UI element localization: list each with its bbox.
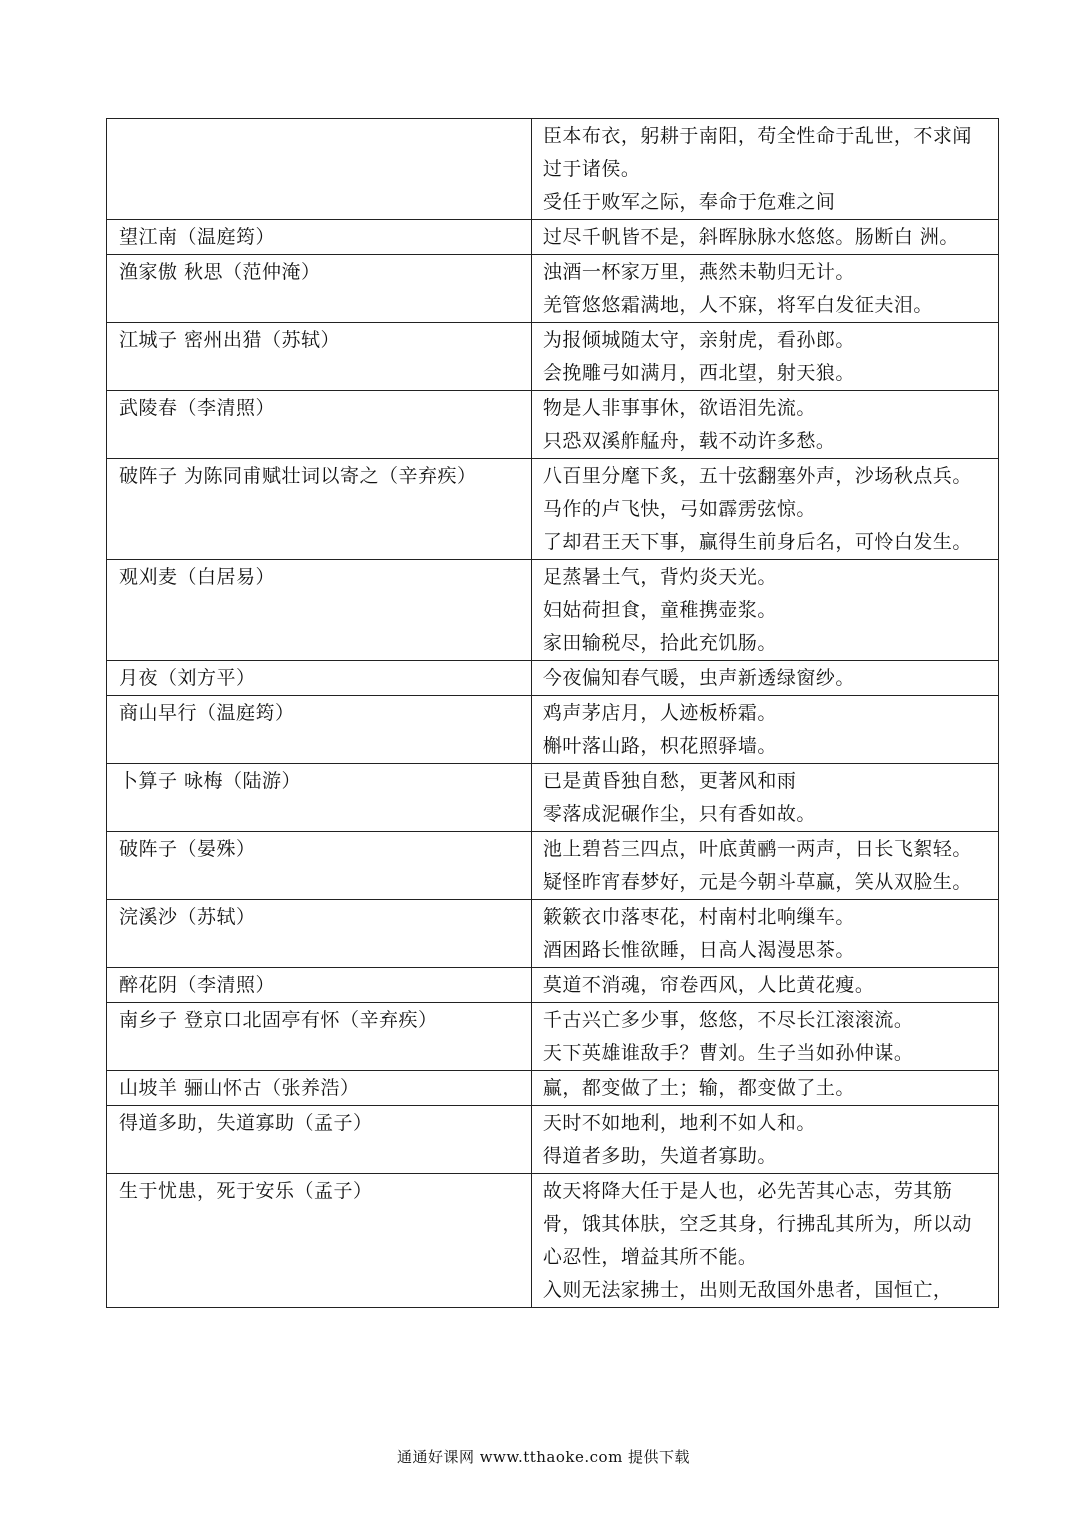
table-row — [107, 1174, 999, 1308]
poem-line: 零落成泥碾作尘，只有香如故。 — [542, 803, 816, 825]
poem-lines — [531, 220, 998, 255]
poem-table — [106, 118, 999, 1308]
poem-lines — [531, 459, 998, 560]
poem-title: 醉花阴（李清照） — [107, 968, 532, 1003]
poem-title: 武陵春（李清照） — [107, 391, 532, 459]
table-row — [107, 255, 999, 323]
poem-line: 槲叶落山路，枳花照驿墙。 — [542, 735, 777, 757]
poem-line: 足蒸暑土气，背灼炎天光。 — [542, 566, 777, 588]
poem-title: 江城子 密州出猎（苏轼） — [107, 323, 532, 391]
table-row — [107, 391, 999, 459]
poem-line: 得道者多助，失道者寡助。 — [542, 1145, 777, 1167]
poem-lines — [531, 255, 998, 323]
poem-line: 了却君王天下事，赢得生前身后名，可怜白发生。 — [542, 531, 972, 553]
poem-title: 渔家傲 秋思（范仲淹） — [107, 255, 532, 323]
poem-title: 商山早行（温庭筠） — [107, 696, 532, 764]
table-row — [107, 1106, 999, 1174]
table-row — [107, 900, 999, 968]
poem-lines — [531, 560, 998, 661]
poem-line: 簌簌衣巾落枣花，村南村北响缫车。 — [542, 906, 855, 928]
table-row — [107, 459, 999, 560]
poem-line: 鸡声茅店月，人迹板桥霜。 — [542, 702, 777, 724]
poem-title: 浣溪沙（苏轼） — [107, 900, 532, 968]
poem-line: 八百里分麾下炙，五十弦翻塞外声，沙场秋点兵。 — [542, 465, 972, 487]
poem-title: 破阵子 为陈同甫赋壮词以寄之（辛弃疾） — [107, 459, 532, 560]
poem-line: 浊酒一杯家万里，燕然未勒归无计。 — [542, 261, 855, 283]
poem-line: 疑怪昨宵春梦好，元是今朝斗草赢，笑从双脸生。 — [542, 871, 972, 893]
poem-line: 过尽千帆皆不是，斜晖脉脉水悠悠。肠断白 洲。 — [542, 226, 959, 248]
poem-title: 卜算子 咏梅（陆游） — [107, 764, 532, 832]
table-row — [107, 119, 999, 220]
poem-lines — [531, 1106, 998, 1174]
poem-lines — [531, 1071, 998, 1106]
poem-line: 已是黄昏独自愁，更著风和雨 — [542, 770, 797, 792]
poem-title: 山坡羊 骊山怀古（张养浩） — [107, 1071, 532, 1106]
poem-lines — [531, 1174, 998, 1308]
poem-title: 望江南（温庭筠） — [107, 220, 532, 255]
poem-lines — [531, 323, 998, 391]
poem-lines — [531, 832, 998, 900]
footer: 通通好课网 www.tthaoke.com 提供下载 — [396, 1448, 691, 1466]
poem-line: 家田输税尽，拾此充饥肠。 — [542, 632, 777, 654]
poem-line: 天时不如地利，地利不如人和。 — [542, 1112, 816, 1134]
poem-title: 得道多助，失道寡助（孟子） — [107, 1106, 532, 1174]
poem-lines — [531, 968, 998, 1003]
poem-title: 月夜（刘方平） — [107, 661, 532, 696]
table-row — [107, 764, 999, 832]
poem-line: 为报倾城随太守，亲射虎，看孙郎。 — [542, 329, 855, 351]
poem-lines — [531, 696, 998, 764]
table-row — [107, 661, 999, 696]
table-row — [107, 323, 999, 391]
poem-line: 天下英雄谁敌手？曹刘。生子当如孙仲谋。 — [542, 1042, 914, 1064]
table-row — [107, 220, 999, 255]
poem-line: 赢，都变做了土；输，都变做了土。 — [542, 1077, 855, 1099]
table-row — [107, 696, 999, 764]
poem-line: 酒困路长惟欲睡，日高人渴漫思茶。 — [542, 939, 855, 961]
poem-line: 今夜偏知春气暖，虫声新透绿窗纱。 — [542, 667, 855, 689]
table-row — [107, 560, 999, 661]
poem-line: 只恐双溪舴艋舟，载不动许多愁。 — [542, 430, 836, 452]
poem-line: 妇姑荷担食，童稚携壶浆。 — [542, 599, 777, 621]
table-row — [107, 968, 999, 1003]
poem-lines — [531, 119, 998, 220]
table-row — [107, 1071, 999, 1106]
poem-title: 南乡子 登京口北固亭有怀（辛弃疾） — [107, 1003, 532, 1071]
poem-lines — [531, 661, 998, 696]
poem-line: 故天将降大任于是人也，必先苦其心志，劳其筋骨，饿其体肤，空乏其身，行拂乱其所为，所以动心忍性，增益其所不能。 — [542, 1180, 972, 1268]
poem-line: 羌管悠悠霜满地，人不寐，将军白发征夫泪。 — [542, 294, 933, 316]
poem-line: 池上碧苔三四点，叶底黄鹂一两声，日长飞絮轻。 — [542, 838, 972, 860]
poem-line: 会挽雕弓如满月，西北望，射天狼。 — [542, 362, 855, 384]
poem-title: 生于忧患，死于安乐（孟子） — [107, 1174, 532, 1308]
table-row — [107, 832, 999, 900]
poem-lines — [531, 391, 998, 459]
poem-title: 破阵子（晏殊） — [107, 832, 532, 900]
poem-line: 千古兴亡多少事，悠悠，不尽长江滚滚流。 — [542, 1009, 914, 1031]
table-row — [107, 1003, 999, 1071]
poem-line: 臣本布衣，躬耕于南阳，苟全性命于乱世，不求闻过于诸侯。 — [542, 125, 972, 180]
poem-line: 入则无法家拂士，出则无敌国外患者，国恒亡， — [542, 1279, 953, 1301]
poem-line: 马作的卢飞快，弓如霹雳弦惊。 — [542, 498, 816, 520]
poem-line: 莫道不消魂，帘卷西风，人比黄花瘦。 — [542, 974, 875, 996]
poem-title — [107, 119, 532, 220]
poem-line: 物是人非事事休，欲语泪先流。 — [542, 397, 816, 419]
poem-lines — [531, 764, 998, 832]
poem-lines — [531, 1003, 998, 1071]
poem-title: 观刈麦（白居易） — [107, 560, 532, 661]
poem-line: 受任于败军之际，奉命于危难之间 — [542, 191, 836, 213]
poem-lines — [531, 900, 998, 968]
